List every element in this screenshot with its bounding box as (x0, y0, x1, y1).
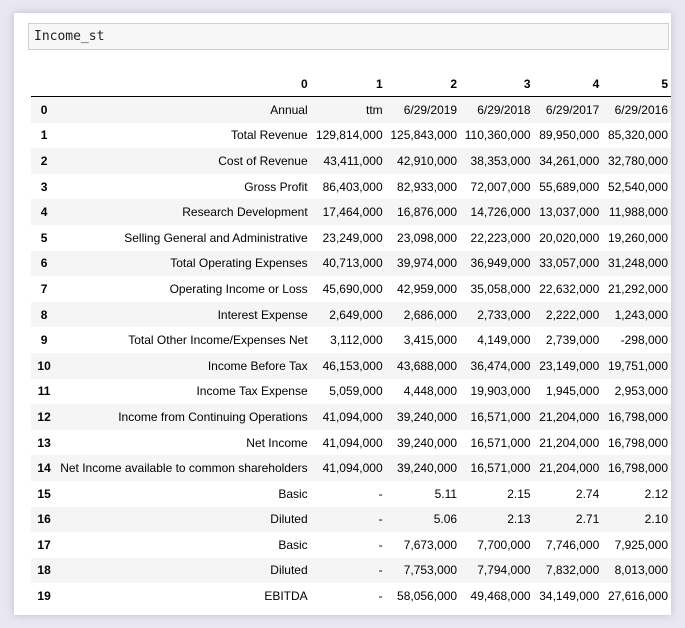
value-cell: 16,798,000 (607, 461, 668, 476)
row-index: 18 (37, 563, 51, 578)
value-cell: 16,798,000 (607, 435, 668, 450)
value-cell: 31,248,000 (607, 256, 668, 271)
value-cell: 2.71 (575, 512, 600, 527)
value-cell: 22,632,000 (539, 281, 600, 296)
row-index: 9 (40, 333, 48, 348)
row-label-cell: Cost of Revenue (218, 153, 308, 168)
row-index: 10 (37, 358, 51, 373)
row-label-cell: Total Other Income/Expenses Net (128, 333, 308, 348)
row-label-cell: Gross Profit (244, 179, 308, 194)
row-label-cell: Operating Income or Loss (169, 281, 308, 296)
row-label-cell: Diluted (270, 512, 308, 527)
value-cell: 43,688,000 (397, 358, 458, 373)
row-label-cell: Basic (278, 486, 308, 501)
value-cell: 5.06 (433, 512, 458, 527)
value-cell: 23,149,000 (539, 358, 600, 373)
income-statement-table (31, 69, 671, 609)
value-cell: 17,464,000 (322, 205, 383, 220)
value-cell: 125,843,000 (390, 128, 458, 143)
value-cell: 21,204,000 (539, 409, 600, 424)
table-row (31, 507, 671, 533)
value-cell: 8,013,000 (614, 563, 668, 578)
value-cell: - (378, 537, 383, 552)
row-index: 15 (37, 486, 51, 501)
row-label-cell: Research Development (182, 205, 308, 220)
value-cell: 2,686,000 (403, 307, 458, 322)
value-cell: 52,540,000 (607, 179, 668, 194)
value-cell: 19,260,000 (607, 230, 668, 245)
value-cell: 14,726,000 (470, 205, 531, 220)
column-header: 3 (523, 76, 531, 91)
table-row (31, 558, 671, 584)
value-cell: 2,739,000 (545, 333, 600, 348)
value-cell: 7,832,000 (545, 563, 600, 578)
row-index: 14 (37, 461, 51, 476)
value-cell: 33,057,000 (539, 256, 600, 271)
value-cell: 39,240,000 (397, 409, 458, 424)
value-cell: 19,903,000 (470, 384, 531, 399)
row-index: 2 (40, 153, 48, 168)
row-label-cell: Selling General and Administrative (124, 230, 308, 245)
value-cell: 41,094,000 (322, 435, 383, 450)
value-cell: 22,223,000 (470, 230, 531, 245)
row-label-cell: Total Operating Expenses (170, 256, 308, 271)
column-header: 4 (592, 76, 600, 91)
table-row (31, 455, 671, 481)
value-cell: 2.13 (507, 512, 531, 527)
value-cell: 32,780,000 (607, 153, 668, 168)
value-cell: 23,098,000 (397, 230, 458, 245)
value-cell: 7,700,000 (477, 537, 531, 552)
value-cell: 42,910,000 (397, 153, 458, 168)
value-cell: 34,149,000 (539, 589, 600, 604)
column-header: 5 (661, 76, 668, 91)
code-input-cell[interactable]: Income_st (28, 23, 669, 50)
value-cell: 4,448,000 (403, 384, 458, 399)
table-row (31, 481, 671, 507)
value-cell: 2,649,000 (329, 307, 383, 322)
value-cell: 36,949,000 (470, 256, 531, 271)
value-cell: 7,673,000 (403, 537, 458, 552)
value-cell: 21,204,000 (539, 435, 600, 450)
value-cell: 39,240,000 (397, 435, 458, 450)
table-row (31, 583, 671, 609)
table-row (31, 379, 671, 405)
value-cell: 72,007,000 (470, 179, 531, 194)
table-row (31, 404, 671, 430)
notebook-output-panel (14, 13, 671, 615)
table-row (31, 199, 671, 225)
row-label-cell: Income Tax Expense (196, 384, 308, 399)
value-cell: ttm (365, 102, 383, 117)
row-label-cell: Net Income (246, 435, 308, 450)
value-cell: - (378, 512, 383, 527)
value-cell: 41,094,000 (322, 409, 383, 424)
row-label-cell: Diluted (270, 563, 308, 578)
value-cell: 2,222,000 (545, 307, 600, 322)
row-label-cell: Annual (270, 102, 308, 117)
table-row (31, 532, 671, 558)
row-label-cell: Income from Continuing Operations (118, 409, 308, 424)
value-cell: 2.10 (644, 512, 668, 527)
table-row (31, 148, 671, 174)
value-cell: - (378, 589, 383, 604)
value-cell: 46,153,000 (322, 358, 383, 373)
value-cell: 5.11 (434, 486, 458, 501)
row-index: 11 (37, 384, 51, 399)
value-cell: 6/29/2019 (403, 102, 458, 117)
table-row (31, 302, 671, 328)
row-index: 1 (40, 128, 48, 143)
value-cell: 11,988,000 (608, 205, 668, 220)
row-label-cell: Interest Expense (217, 307, 308, 322)
value-cell: 41,094,000 (322, 461, 383, 476)
table-row (31, 353, 671, 379)
value-cell: -298,000 (620, 333, 668, 348)
row-index: 5 (40, 230, 48, 245)
row-label-cell: Net Income available to common shareholders (60, 461, 308, 476)
table-row (31, 225, 671, 251)
value-cell: 7,746,000 (545, 537, 600, 552)
value-cell: 1,243,000 (614, 307, 668, 322)
value-cell: 36,474,000 (470, 358, 531, 373)
value-cell: 7,794,000 (477, 563, 531, 578)
row-label-cell: Income Before Tax (207, 358, 308, 373)
value-cell: 34,261,000 (539, 153, 600, 168)
row-index: 4 (40, 205, 48, 220)
value-cell: 6/29/2016 (614, 102, 668, 117)
row-index: 3 (40, 179, 48, 194)
value-cell: 6/29/2017 (545, 102, 600, 117)
value-cell: 16,571,000 (470, 409, 531, 424)
table-row (31, 97, 671, 123)
value-cell: 43,411,000 (323, 153, 383, 168)
value-cell: 129,814,000 (315, 128, 383, 143)
value-cell: - (378, 486, 383, 501)
table-header-row (31, 69, 671, 97)
value-cell: 39,974,000 (397, 256, 458, 271)
value-cell: 16,876,000 (397, 205, 458, 220)
row-index: 6 (40, 256, 48, 271)
row-index: 8 (40, 307, 48, 322)
column-header: 2 (450, 76, 458, 91)
row-index: 19 (37, 589, 51, 604)
value-cell: 82,933,000 (397, 179, 458, 194)
value-cell: 1,945,000 (545, 384, 600, 399)
value-cell: 2.12 (644, 486, 668, 501)
value-cell: 21,292,000 (607, 281, 668, 296)
value-cell: 27,616,000 (607, 589, 668, 604)
value-cell: 4,149,000 (477, 333, 531, 348)
column-header: 0 (300, 76, 308, 91)
value-cell: - (378, 563, 383, 578)
value-cell: 7,753,000 (403, 563, 458, 578)
row-index: 17 (37, 537, 51, 552)
table-row (31, 251, 671, 277)
value-cell: 21,204,000 (539, 461, 600, 476)
row-index: 16 (37, 512, 51, 527)
value-cell: 55,689,000 (539, 179, 600, 194)
row-label-cell: Basic (278, 537, 308, 552)
row-label-cell: Total Revenue (230, 128, 308, 143)
value-cell: 85,320,000 (607, 128, 668, 143)
row-index: 12 (37, 409, 51, 424)
value-cell: 40,713,000 (322, 256, 383, 271)
value-cell: 2.74 (575, 486, 600, 501)
value-cell: 3,415,000 (403, 333, 458, 348)
value-cell: 5,059,000 (329, 384, 383, 399)
table-row (31, 276, 671, 302)
row-index: 13 (37, 435, 51, 450)
column-header: 1 (375, 76, 383, 91)
value-cell: 7,925,000 (614, 537, 668, 552)
value-cell: 6/29/2018 (477, 102, 531, 117)
value-cell: 2,953,000 (614, 384, 668, 399)
row-label-cell: EBITDA (264, 589, 308, 604)
table-row (31, 430, 671, 456)
value-cell: 2,733,000 (477, 307, 531, 322)
index-header (31, 69, 56, 97)
value-cell: 16,571,000 (470, 461, 531, 476)
value-cell: 110,360,000 (464, 128, 531, 143)
value-cell: 49,468,000 (470, 589, 531, 604)
table-row (31, 123, 671, 149)
value-cell: 35,058,000 (470, 281, 531, 296)
value-cell: 16,798,000 (607, 409, 668, 424)
value-cell: 23,249,000 (322, 230, 383, 245)
value-cell: 45,690,000 (322, 281, 383, 296)
value-cell: 89,950,000 (539, 128, 600, 143)
value-cell: 2.15 (507, 486, 531, 501)
value-cell: 39,240,000 (397, 461, 458, 476)
table-row (31, 174, 671, 200)
value-cell: 86,403,000 (322, 179, 383, 194)
value-cell: 3,112,000 (330, 333, 383, 348)
row-index: 7 (40, 281, 48, 296)
value-cell: 42,959,000 (397, 281, 458, 296)
value-cell: 38,353,000 (470, 153, 531, 168)
row-index: 0 (40, 102, 48, 117)
table-row (31, 327, 671, 353)
value-cell: 16,571,000 (470, 435, 531, 450)
value-cell: 58,056,000 (397, 589, 458, 604)
value-cell: 13,037,000 (539, 205, 600, 220)
value-cell: 20,020,000 (539, 230, 600, 245)
value-cell: 19,751,000 (607, 358, 668, 373)
